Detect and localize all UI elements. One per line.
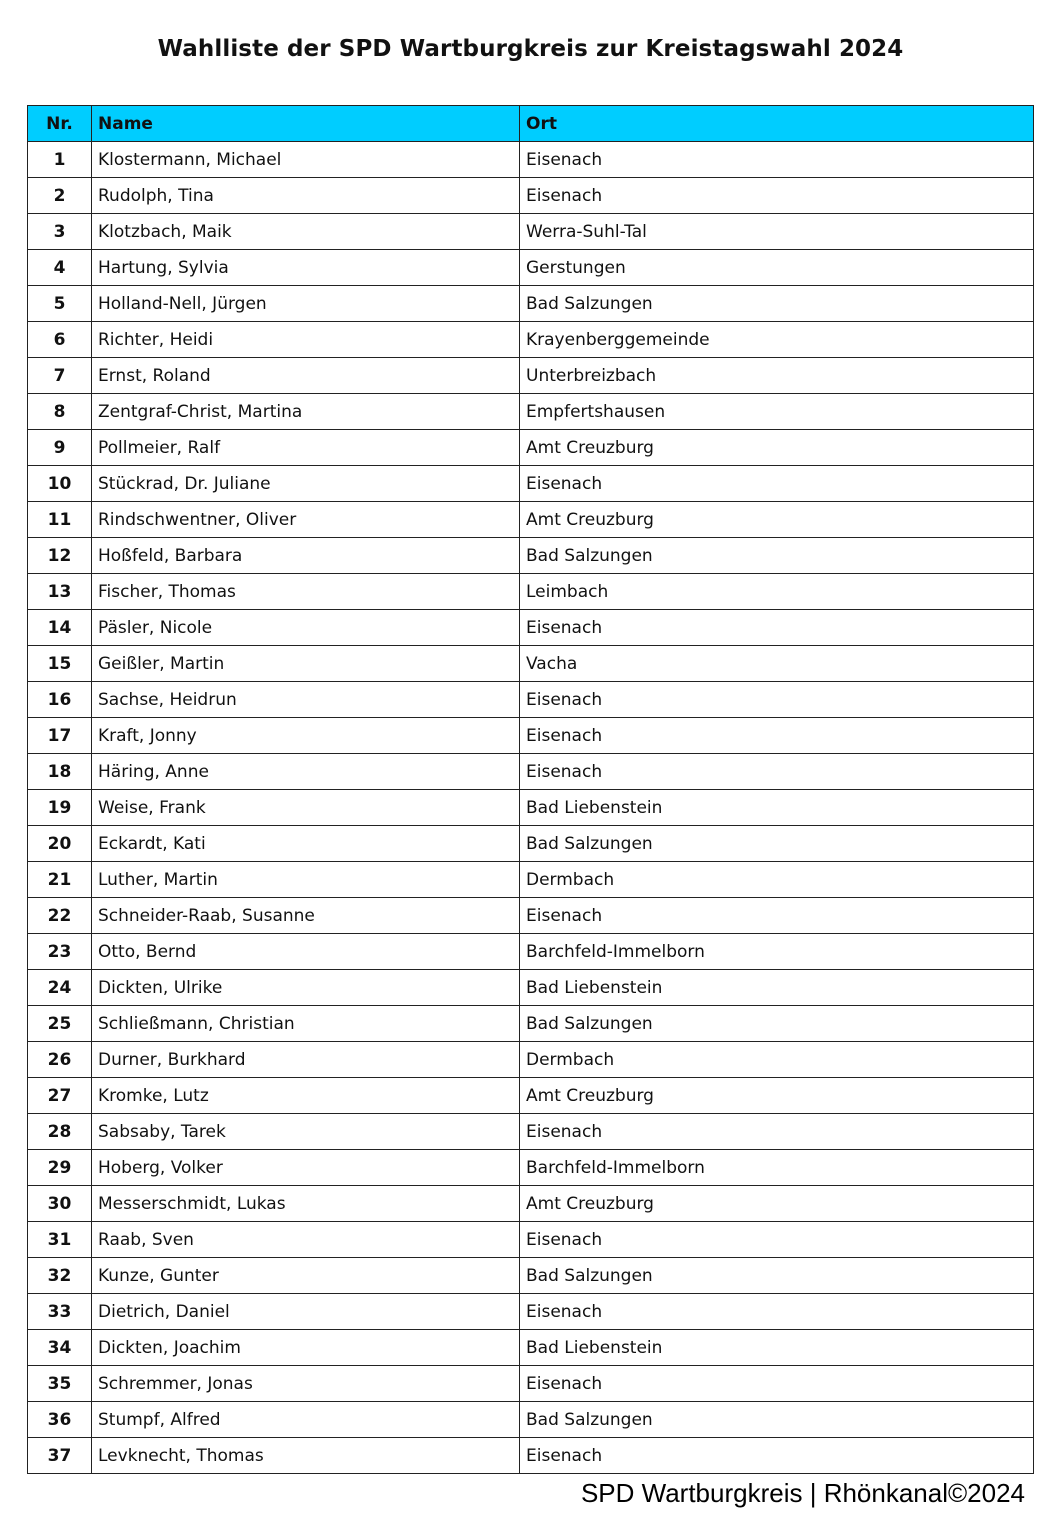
table-row bbox=[28, 1186, 1034, 1222]
table-row bbox=[28, 1366, 1034, 1402]
table-row bbox=[28, 1042, 1034, 1078]
cell-name: Dietrich, Daniel bbox=[92, 1294, 520, 1330]
cell-ort: Barchfeld-Immelborn bbox=[520, 934, 1034, 970]
cell-ort: Amt Creuzburg bbox=[520, 502, 1034, 538]
cell-name: Ernst, Roland bbox=[92, 358, 520, 394]
table-row bbox=[28, 610, 1034, 646]
cell-ort: Eisenach bbox=[520, 610, 1034, 646]
cell-nr: 14 bbox=[28, 610, 92, 646]
cell-nr: 22 bbox=[28, 898, 92, 934]
cell-nr: 29 bbox=[28, 1150, 92, 1186]
table-row bbox=[28, 430, 1034, 466]
cell-ort: Eisenach bbox=[520, 682, 1034, 718]
table-row bbox=[28, 754, 1034, 790]
cell-nr: 36 bbox=[28, 1402, 92, 1438]
cell-name: Schneider-Raab, Susanne bbox=[92, 898, 520, 934]
cell-ort: Unterbreizbach bbox=[520, 358, 1034, 394]
cell-nr: 6 bbox=[28, 322, 92, 358]
cell-name: Hartung, Sylvia bbox=[92, 250, 520, 286]
cell-ort: Gerstungen bbox=[520, 250, 1034, 286]
table-row bbox=[28, 1258, 1034, 1294]
cell-name: Päsler, Nicole bbox=[92, 610, 520, 646]
cell-name: Schremmer, Jonas bbox=[92, 1366, 520, 1402]
cell-name: Stumpf, Alfred bbox=[92, 1402, 520, 1438]
cell-name: Richter, Heidi bbox=[92, 322, 520, 358]
cell-ort: Eisenach bbox=[520, 1294, 1034, 1330]
cell-nr: 33 bbox=[28, 1294, 92, 1330]
cell-nr: 9 bbox=[28, 430, 92, 466]
cell-name: Zentgraf-Christ, Martina bbox=[92, 394, 520, 430]
cell-name: Eckardt, Kati bbox=[92, 826, 520, 862]
cell-name: Sabsaby, Tarek bbox=[92, 1114, 520, 1150]
header-row bbox=[28, 106, 1034, 142]
cell-name: Dickten, Ulrike bbox=[92, 970, 520, 1006]
cell-name: Rudolph, Tina bbox=[92, 178, 520, 214]
cell-nr: 25 bbox=[28, 1006, 92, 1042]
cell-ort: Bad Liebenstein bbox=[520, 1330, 1034, 1366]
cell-nr: 35 bbox=[28, 1366, 92, 1402]
cell-nr: 23 bbox=[28, 934, 92, 970]
watermark-text: SPD Wartburgkreis | Rhönkanal©2024 bbox=[580, 1478, 1025, 1508]
cell-ort: Dermbach bbox=[520, 1042, 1034, 1078]
table-row bbox=[28, 1150, 1034, 1186]
cell-nr: 3 bbox=[28, 214, 92, 250]
table-row bbox=[28, 394, 1034, 430]
cell-ort: Eisenach bbox=[520, 1222, 1034, 1258]
cell-ort: Eisenach bbox=[520, 466, 1034, 502]
cell-name: Fischer, Thomas bbox=[92, 574, 520, 610]
table-row bbox=[28, 1330, 1034, 1366]
table-row bbox=[28, 1438, 1034, 1474]
table-row bbox=[28, 682, 1034, 718]
cell-nr: 16 bbox=[28, 682, 92, 718]
cell-nr: 5 bbox=[28, 286, 92, 322]
header-name: Name bbox=[92, 106, 520, 142]
cell-nr: 15 bbox=[28, 646, 92, 682]
table-row bbox=[28, 502, 1034, 538]
cell-name: Sachse, Heidrun bbox=[92, 682, 520, 718]
cell-ort: Dermbach bbox=[520, 862, 1034, 898]
table-row bbox=[28, 466, 1034, 502]
cell-ort: Vacha bbox=[520, 646, 1034, 682]
table-row bbox=[28, 862, 1034, 898]
cell-nr: 17 bbox=[28, 718, 92, 754]
cell-name: Otto, Bernd bbox=[92, 934, 520, 970]
cell-ort: Leimbach bbox=[520, 574, 1034, 610]
cell-name: Hoberg, Volker bbox=[92, 1150, 520, 1186]
cell-nr: 34 bbox=[28, 1330, 92, 1366]
cell-ort: Bad Salzungen bbox=[520, 1402, 1034, 1438]
table-row bbox=[28, 214, 1034, 250]
cell-ort: Werra-Suhl-Tal bbox=[520, 214, 1034, 250]
cell-ort: Empfertshausen bbox=[520, 394, 1034, 430]
cell-nr: 24 bbox=[28, 970, 92, 1006]
cell-ort: Bad Liebenstein bbox=[520, 790, 1034, 826]
cell-ort: Bad Salzungen bbox=[520, 1258, 1034, 1294]
cell-name: Durner, Burkhard bbox=[92, 1042, 520, 1078]
cell-name: Levknecht, Thomas bbox=[92, 1438, 520, 1474]
header-ort: Ort bbox=[520, 106, 1034, 142]
cell-nr: 11 bbox=[28, 502, 92, 538]
cell-ort: Bad Salzungen bbox=[520, 538, 1034, 574]
table-row bbox=[28, 1078, 1034, 1114]
cell-name: Kromke, Lutz bbox=[92, 1078, 520, 1114]
cell-nr: 10 bbox=[28, 466, 92, 502]
table-row bbox=[28, 286, 1034, 322]
cell-nr: 19 bbox=[28, 790, 92, 826]
cell-ort: Eisenach bbox=[520, 178, 1034, 214]
cell-nr: 31 bbox=[28, 1222, 92, 1258]
cell-ort: Amt Creuzburg bbox=[520, 1078, 1034, 1114]
cell-nr: 21 bbox=[28, 862, 92, 898]
cell-name: Kraft, Jonny bbox=[92, 718, 520, 754]
cell-ort: Amt Creuzburg bbox=[520, 1186, 1034, 1222]
cell-name: Holland-Nell, Jürgen bbox=[92, 286, 520, 322]
table-row bbox=[28, 1294, 1034, 1330]
table-row bbox=[28, 970, 1034, 1006]
cell-ort: Eisenach bbox=[520, 142, 1034, 178]
table-row bbox=[28, 1402, 1034, 1438]
cell-name: Schließmann, Christian bbox=[92, 1006, 520, 1042]
cell-name: Hoßfeld, Barbara bbox=[92, 538, 520, 574]
table-row bbox=[28, 574, 1034, 610]
table-row bbox=[28, 790, 1034, 826]
cell-name: Klostermann, Michael bbox=[92, 142, 520, 178]
cell-ort: Barchfeld-Immelborn bbox=[520, 1150, 1034, 1186]
cell-ort: Krayenberggemeinde bbox=[520, 322, 1034, 358]
cell-ort: Eisenach bbox=[520, 754, 1034, 790]
cell-nr: 28 bbox=[28, 1114, 92, 1150]
cell-name: Klotzbach, Maik bbox=[92, 214, 520, 250]
cell-nr: 18 bbox=[28, 754, 92, 790]
cell-name: Kunze, Gunter bbox=[92, 1258, 520, 1294]
cell-ort: Bad Salzungen bbox=[520, 286, 1034, 322]
cell-name: Pollmeier, Ralf bbox=[92, 430, 520, 466]
cell-nr: 7 bbox=[28, 358, 92, 394]
cell-name: Stückrad, Dr. Juliane bbox=[92, 466, 520, 502]
table-row bbox=[28, 646, 1034, 682]
cell-nr: 27 bbox=[28, 1078, 92, 1114]
cell-ort: Amt Creuzburg bbox=[520, 430, 1034, 466]
cell-ort: Bad Salzungen bbox=[520, 1006, 1034, 1042]
cell-name: Geißler, Martin bbox=[92, 646, 520, 682]
cell-nr: 4 bbox=[28, 250, 92, 286]
table-row bbox=[28, 250, 1034, 286]
cell-nr: 20 bbox=[28, 826, 92, 862]
cell-ort: Eisenach bbox=[520, 1438, 1034, 1474]
cell-name: Luther, Martin bbox=[92, 862, 520, 898]
cell-nr: 13 bbox=[28, 574, 92, 610]
cell-ort: Bad Salzungen bbox=[520, 826, 1034, 862]
table-row bbox=[28, 178, 1034, 214]
table-row bbox=[28, 538, 1034, 574]
cell-ort: Eisenach bbox=[520, 898, 1034, 934]
cell-nr: 12 bbox=[28, 538, 92, 574]
cell-ort: Eisenach bbox=[520, 1366, 1034, 1402]
candidate-table bbox=[27, 105, 1034, 1474]
cell-nr: 37 bbox=[28, 1438, 92, 1474]
cell-nr: 2 bbox=[28, 178, 92, 214]
cell-nr: 32 bbox=[28, 1258, 92, 1294]
table-body bbox=[28, 142, 1034, 1474]
cell-name: Raab, Sven bbox=[92, 1222, 520, 1258]
cell-name: Messerschmidt, Lukas bbox=[92, 1186, 520, 1222]
table-row bbox=[28, 898, 1034, 934]
table-row bbox=[28, 718, 1034, 754]
table-header bbox=[28, 106, 1034, 142]
cell-name: Dickten, Joachim bbox=[92, 1330, 520, 1366]
table-row bbox=[28, 1114, 1034, 1150]
cell-nr: 8 bbox=[28, 394, 92, 430]
cell-nr: 1 bbox=[28, 142, 92, 178]
table-row bbox=[28, 142, 1034, 178]
table-row bbox=[28, 1006, 1034, 1042]
document-title: Wahlliste der SPD Wartburgkreis zur Kreistagswahl 2024 bbox=[157, 36, 904, 62]
cell-name: Häring, Anne bbox=[92, 754, 520, 790]
cell-ort: Eisenach bbox=[520, 718, 1034, 754]
table-row bbox=[28, 322, 1034, 358]
cell-name: Rindschwentner, Oliver bbox=[92, 502, 520, 538]
cell-ort: Eisenach bbox=[520, 1114, 1034, 1150]
cell-nr: 26 bbox=[28, 1042, 92, 1078]
table-row bbox=[28, 934, 1034, 970]
table-row bbox=[28, 826, 1034, 862]
cell-nr: 30 bbox=[28, 1186, 92, 1222]
header-nr: Nr. bbox=[28, 106, 92, 142]
cell-ort: Bad Liebenstein bbox=[520, 970, 1034, 1006]
cell-name: Weise, Frank bbox=[92, 790, 520, 826]
table-row bbox=[28, 1222, 1034, 1258]
table-row bbox=[28, 358, 1034, 394]
